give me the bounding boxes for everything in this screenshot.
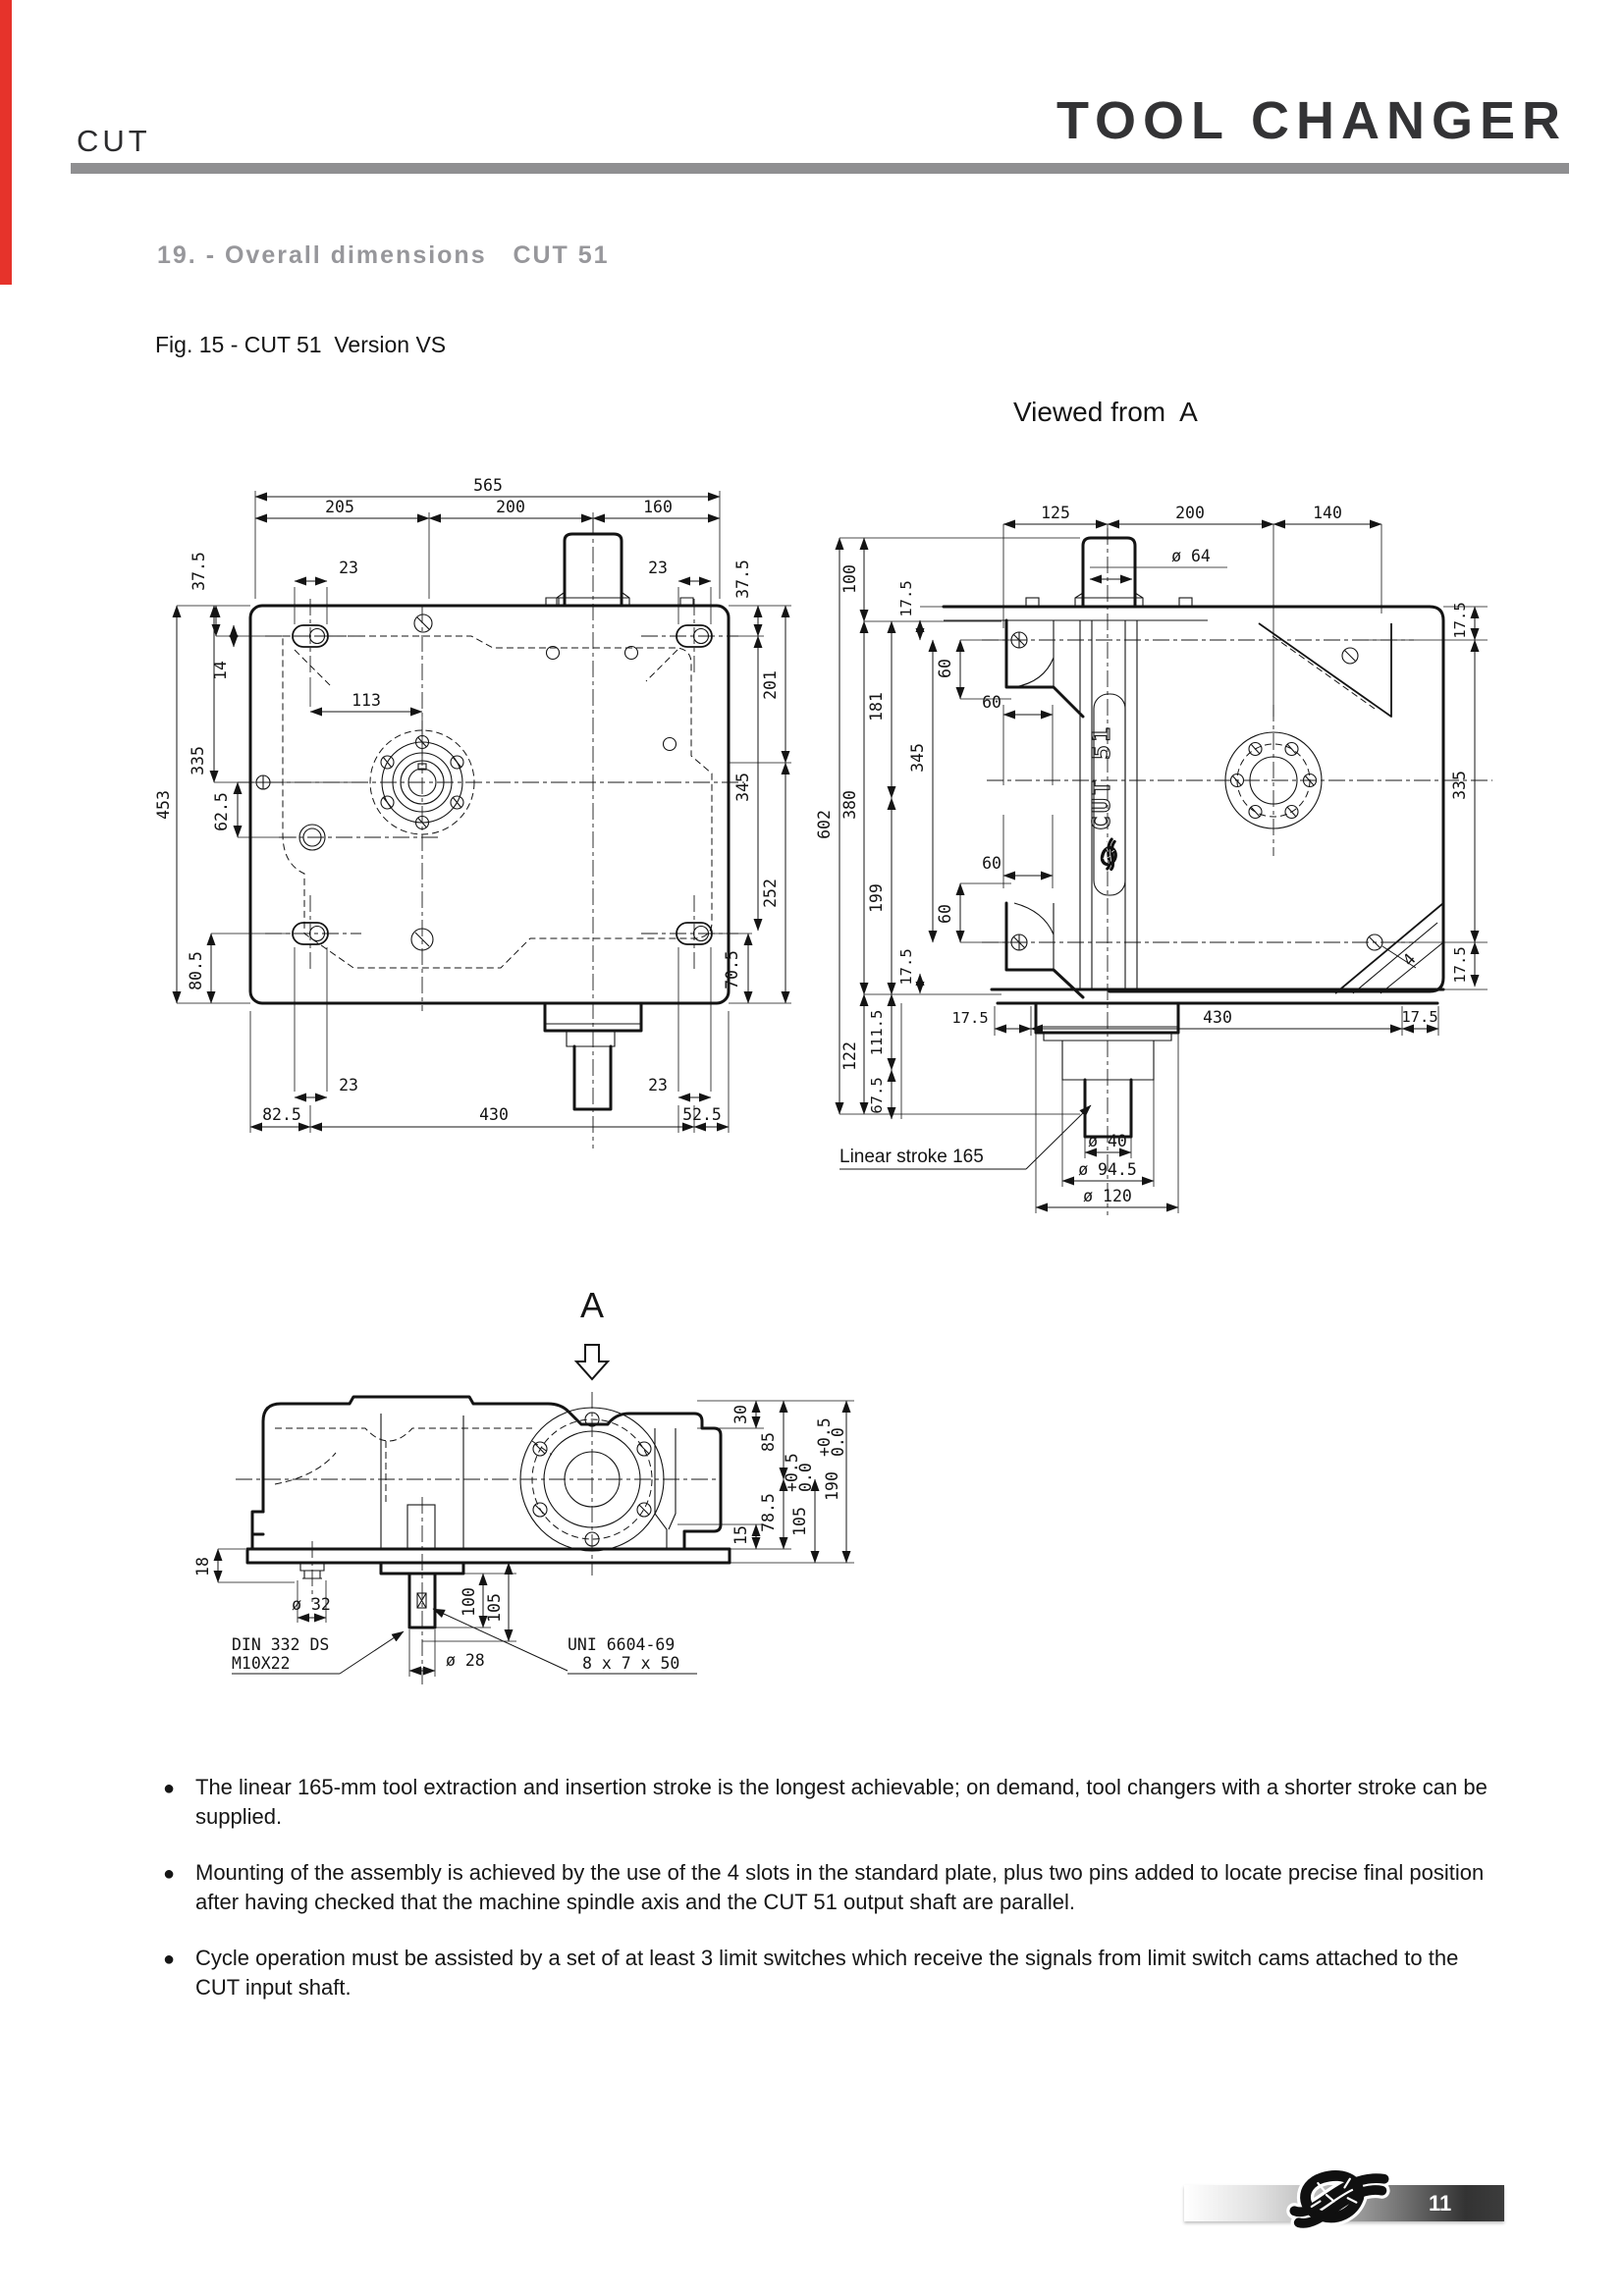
dim-label: 335 xyxy=(189,746,207,775)
dim-label: 23 xyxy=(339,559,358,577)
note-text: Cycle operation must be assisted by a set of at least 3 limit switches which receive the signals from limit switch cams attached to the CUT input shaft. xyxy=(195,1946,1459,2000)
plan-view-drawing xyxy=(147,461,815,1162)
view-from-a-label: Viewed from A xyxy=(1013,397,1198,427)
dim-label: ø 40 xyxy=(1088,1132,1127,1150)
dim-label: 85 xyxy=(759,1432,778,1452)
note-item xyxy=(149,1773,1502,1832)
header-rule xyxy=(71,163,1569,174)
side-dimensions xyxy=(193,1401,854,1677)
note-text: Mounting of the assembly is achieved by the use of the 4 slots in the standard plate, plus two pins added to locate precise final position after having checked that the machine spindle axis and the CUT 51 output shaft are parallel. xyxy=(195,1860,1485,1914)
dim-label: 23 xyxy=(339,1076,358,1095)
dim-label: ø 120 xyxy=(1083,1187,1132,1205)
dim-label: 80.5 xyxy=(187,951,205,990)
dim-label: 430 xyxy=(1203,1008,1232,1027)
dim-label: 453 xyxy=(154,790,173,820)
dim-label: 18 xyxy=(193,1557,212,1576)
dim-label: 82.5 xyxy=(262,1105,301,1124)
front-dimensions xyxy=(815,504,1488,1213)
plan-slots xyxy=(293,625,712,944)
dim-label: 52.5 xyxy=(682,1105,722,1124)
dim-label: 60 xyxy=(982,693,1001,712)
page-number: 11 xyxy=(1429,2191,1452,2216)
notes-list xyxy=(149,1773,1502,2029)
view-arrow-label: A xyxy=(579,1285,605,1325)
brand-logo-text: CUT xyxy=(77,124,151,158)
dim-label: 200 xyxy=(1175,504,1205,522)
dim-label: 30 xyxy=(731,1405,750,1424)
note-item xyxy=(149,1858,1502,1917)
svg-text:105: 105 xyxy=(790,1507,809,1536)
dim-label: 345 xyxy=(733,773,752,802)
dim-label: 15 xyxy=(731,1525,750,1545)
dim-label: 100 xyxy=(840,564,859,594)
front-view-drawing xyxy=(815,393,1624,1256)
view-direction-arrow-icon xyxy=(576,1345,608,1379)
uni-note-line1: UNI 6604-69 xyxy=(568,1635,676,1654)
dim-label: 17.5 xyxy=(951,1009,989,1027)
dim-label: 62.5 xyxy=(212,792,231,831)
accent-red-bar xyxy=(0,0,12,285)
note-item xyxy=(149,1944,1502,2002)
dim-label: 17.5 xyxy=(1401,1008,1438,1026)
side-outline xyxy=(247,1397,730,1628)
dim-label: 37.5 xyxy=(189,552,208,591)
dim-label: 565 xyxy=(473,476,503,495)
dim-label: 252 xyxy=(761,879,780,908)
dim-label: 199 xyxy=(867,883,886,913)
front-outline xyxy=(944,538,1443,1137)
dim-label: 122 xyxy=(840,1041,859,1071)
dim-label: 23 xyxy=(648,1076,668,1095)
dim-label: 60 xyxy=(982,854,1001,873)
dim-label: 113 xyxy=(352,691,381,710)
dim-label: 181 xyxy=(867,692,886,721)
svg-text:190: 190 xyxy=(823,1471,841,1501)
dim-label: 60 xyxy=(936,659,954,678)
dim-label: 105 xyxy=(485,1593,504,1623)
linear-stroke-label: Linear stroke 165 xyxy=(839,1147,984,1167)
dim-with-tolerance xyxy=(815,1417,847,1501)
dim-label: 67.5 xyxy=(868,1077,886,1114)
dim-with-tolerance xyxy=(783,1453,815,1536)
badge-cut51-label: CUT 51 xyxy=(1087,723,1115,831)
section-heading: 19. - Overall dimensions CUT 51 xyxy=(157,241,610,269)
dim-label: 4 xyxy=(1398,949,1420,970)
dim-label: ø 94.5 xyxy=(1078,1160,1137,1179)
dim-label: 60 xyxy=(936,904,954,924)
dim-label: 17.5 xyxy=(1451,946,1469,984)
dim-label: 602 xyxy=(815,810,834,839)
dim-label: 17.5 xyxy=(897,580,915,617)
dim-label: ø 32 xyxy=(292,1595,331,1614)
bullet-icon: ● xyxy=(163,1863,176,1885)
bullet-icon: ● xyxy=(163,1949,176,1970)
dim-label: 430 xyxy=(479,1105,509,1124)
badge-knot-icon xyxy=(1098,839,1124,871)
dim-label: ø 64 xyxy=(1171,547,1211,565)
din-note-line2: M10X22 xyxy=(232,1654,291,1673)
figure-caption: Fig. 15 - CUT 51 Version VS xyxy=(155,332,447,357)
note-text: The linear 165-mm tool extraction and insertion stroke is the longest achievable; on demand, tool changers with a shorter stroke can be supplied. xyxy=(195,1775,1488,1829)
dim-label: 205 xyxy=(325,498,354,516)
plan-outline xyxy=(250,534,729,1109)
dim-label: 345 xyxy=(908,743,927,773)
svg-text:+0.5: +0.5 xyxy=(815,1417,834,1457)
dim-label: 37.5 xyxy=(733,560,752,599)
dim-label: 78.5 xyxy=(759,1493,778,1532)
plan-hidden-contour xyxy=(283,636,712,968)
svg-text:0.0: 0.0 xyxy=(829,1427,847,1457)
dim-label: 100 xyxy=(460,1587,478,1617)
dim-label: 335 xyxy=(1450,771,1469,800)
svg-text:0.0: 0.0 xyxy=(796,1463,815,1492)
front-centerlines xyxy=(982,528,1492,1215)
dim-label: 17.5 xyxy=(897,948,915,986)
svg-text:+0.5: +0.5 xyxy=(783,1453,801,1492)
dim-label: 200 xyxy=(496,498,525,516)
dim-label: 111.5 xyxy=(868,1009,886,1056)
side-view-drawing xyxy=(147,1266,982,1728)
page-title: TOOL CHANGER xyxy=(1056,91,1567,150)
dim-label: 70.5 xyxy=(723,950,741,989)
dim-label: 125 xyxy=(1041,504,1070,522)
dim-label: 23 xyxy=(648,559,668,577)
dim-label: 140 xyxy=(1313,504,1342,522)
plan-centerlines xyxy=(238,518,744,1148)
dim-label: 17.5 xyxy=(1451,602,1469,639)
dim-label: ø 28 xyxy=(446,1651,485,1670)
bullet-icon: ● xyxy=(163,1778,176,1799)
brand-knot-icon xyxy=(1284,2158,1394,2232)
dim-label: 380 xyxy=(840,790,859,820)
dim-label: 160 xyxy=(643,498,673,516)
dim-label: 14 xyxy=(211,661,230,680)
din-note-line1: DIN 332 DS xyxy=(232,1635,330,1654)
dim-label: 201 xyxy=(761,670,780,700)
uni-note-line2: 8 x 7 x 50 xyxy=(582,1654,680,1673)
